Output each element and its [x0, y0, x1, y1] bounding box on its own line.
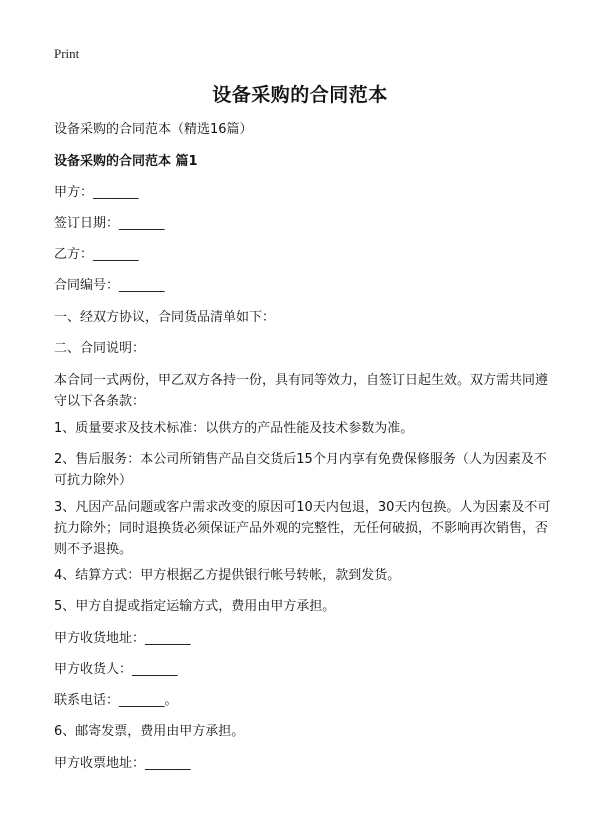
party-a-line: 甲方：_______: [54, 185, 139, 200]
phone-line: 联系电话：_______。: [54, 693, 178, 708]
receiver-line: 甲方收货人：_______: [54, 662, 178, 677]
clause-1: 一、经双方协议，合同货品清单如下：: [54, 310, 276, 325]
item-3: 3、凡因产品问题或客户需求改变的原因可10天内包退，30天内包换。人为因素及不可抗力除外；同时退换货必须保证产品外观的完整性，无任何破损，不影响再次销售，否则不予退换。: [54, 500, 551, 557]
subtitle: 设备采购的合同范本（精选16篇）: [54, 122, 253, 137]
page-title: 设备采购的合同范本: [212, 84, 388, 106]
invoice-address-line: 甲方收票地址：_______: [54, 756, 191, 771]
ship-address-line: 甲方收货地址：_______: [54, 631, 191, 646]
item-6: 6、邮寄发票，费用由甲方承担。: [54, 724, 245, 739]
item-1: 1、质量要求及技术标准：以供方的产品性能及技术参数为准。: [54, 421, 414, 436]
party-b-line: 乙方：_______: [54, 247, 139, 262]
sign-date-line: 签订日期：_______: [54, 216, 165, 231]
item-4: 4、结算方式：甲方根据乙方提供银行帐号转帐，款到发货。: [54, 568, 401, 583]
contract-number-line: 合同编号：_______: [54, 278, 165, 293]
item-5: 5、甲方自提或指定运输方式，费用由甲方承担。: [54, 599, 336, 614]
validity-paragraph: 本合同一式两份，甲乙双方各持一份，具有同等效力，自签订日起生效。双方需共同遵守以下各条款：: [54, 373, 549, 409]
print-link[interactable]: Print: [54, 46, 80, 61]
clause-2: 二、合同说明：: [54, 341, 146, 356]
section-heading: 设备采购的合同范本 篇1: [54, 154, 198, 169]
item-2: 2、售后服务：本公司所销售产品自交货后15个月内享有免费保修服务（人为因素及不可抗力除外）: [54, 452, 547, 488]
